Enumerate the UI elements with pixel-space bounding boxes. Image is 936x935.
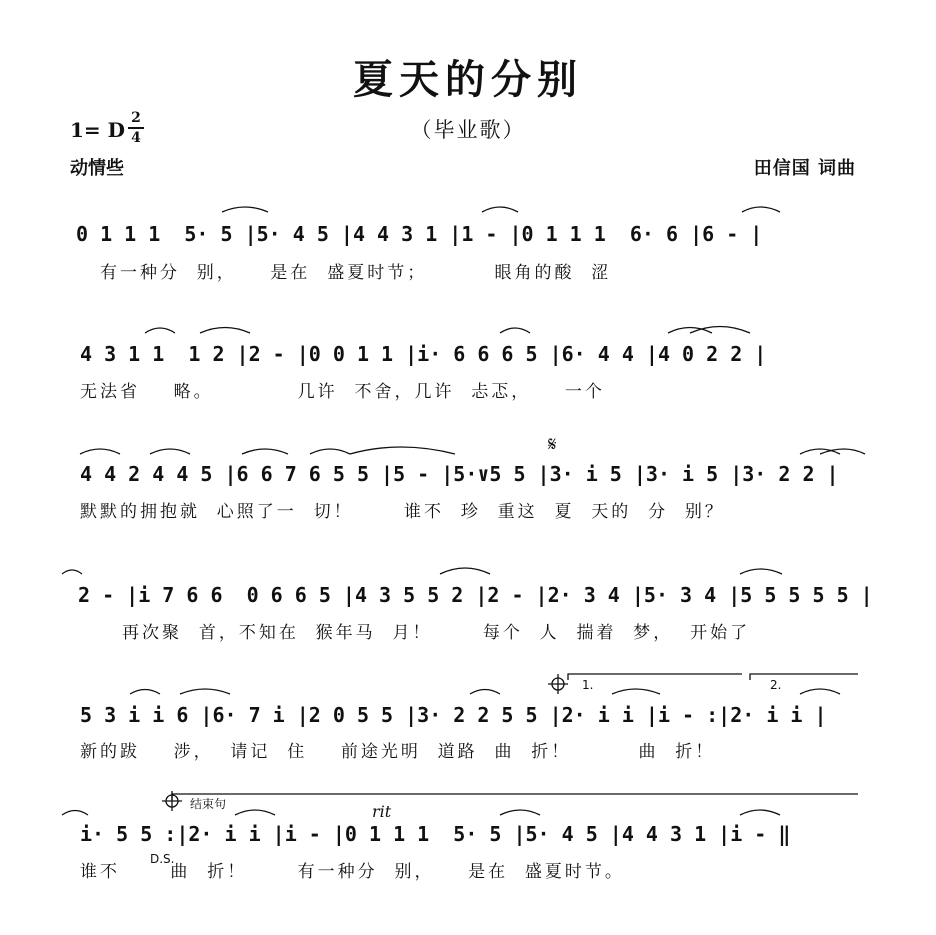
tempo-marking: 动情些 bbox=[70, 158, 124, 179]
key-signature: 1= D bbox=[70, 118, 125, 142]
dal-segno-marking: D.S. bbox=[150, 852, 175, 866]
song-subtitle: （毕业歌） bbox=[410, 118, 526, 142]
notation-line-1: 0 1 1 1 5· 5 |5· 4 5 |4 4 3 1 |1 - |0 1 1 1 6· 6 |6 - | bbox=[76, 222, 763, 246]
tie-arc bbox=[500, 810, 540, 815]
lyric-line-3: 默默的拥抱就 心照了一 切！ 谁不 珍 重这 夏 天的 分 别？ bbox=[80, 502, 725, 522]
tie-arc bbox=[145, 328, 175, 333]
lyric-line-5: 新的跋 涉， 请记 住 前途光明 道路 曲 折！ 曲 折！ bbox=[80, 742, 716, 762]
tie-arc bbox=[742, 207, 780, 212]
tie-arc bbox=[80, 449, 120, 454]
notation-line-4: 2 - |i 7 6 6 0 6 6 5 |4 3 5 5 2 |2 - |2· 3 4 |5· 3 4 |5 5 5 5 5 | bbox=[78, 583, 873, 607]
second-ending-label: 2. bbox=[770, 678, 782, 692]
notation-line-5: 5 3 i i 6 |6· 7 i |2 0 5 5 |3· 2 2 5 5 |2· i i |i - :|2· i i | bbox=[80, 703, 827, 727]
tie-arc bbox=[180, 689, 230, 694]
ritardando-marking: rit bbox=[372, 802, 392, 821]
tie-arc bbox=[242, 449, 288, 454]
coda-section-label: 结束句 bbox=[190, 797, 227, 811]
tie-arc bbox=[440, 568, 490, 574]
tie-arc bbox=[200, 328, 250, 334]
tie-arc bbox=[612, 689, 660, 694]
lyric-line-6: 谁不 曲 折！ 有一种分 别， 是在 盛夏时节。 bbox=[80, 862, 625, 882]
segno-icon: 𝄋 bbox=[548, 432, 557, 456]
time-signature-bottom: 4 bbox=[131, 130, 141, 146]
lyric-line-2: 无法省 略。 几许 不舍，几许 忐忑， 一个 bbox=[80, 382, 605, 402]
song-title: 夏天的分别 bbox=[353, 56, 583, 103]
tie-arc bbox=[500, 328, 530, 333]
tie-arc bbox=[150, 449, 190, 454]
ending-bracket-1 bbox=[568, 674, 742, 680]
notation-line-6: i· 5 5 :|2· i i |i - |0 1 1 1 5· 5 |5· 4 5 |4 4 3 1 |i - ‖ bbox=[80, 822, 791, 846]
first-ending-label: 1. bbox=[582, 678, 594, 692]
tie-arc bbox=[740, 810, 780, 815]
tie-arc bbox=[482, 207, 518, 212]
tie-arc bbox=[470, 690, 500, 695]
lyric-line-4: 再次聚 首，不知在 猴年马 月！ 每个 人 揣着 梦， 开始了 bbox=[80, 623, 751, 643]
tie-arc bbox=[740, 569, 782, 574]
tie-arc bbox=[62, 570, 82, 574]
composer-credit: 田信国 词曲 bbox=[753, 158, 856, 179]
notation-line-3: 4 4 2 4 4 5 |6 6 7 6 5 5 |5 - |5·∨5 5 |3· i 5 |3· i 5 |3· 2 2 | bbox=[80, 462, 839, 486]
time-signature-top: 2 bbox=[131, 110, 141, 126]
ending-bracket-2 bbox=[750, 674, 858, 680]
tie-arc bbox=[690, 327, 750, 334]
tie-arc bbox=[130, 690, 160, 695]
tie-arc bbox=[235, 810, 275, 815]
tie-arc bbox=[62, 811, 88, 816]
lyric-line-1: 有一种分 别， 是在 盛夏时节； 眼角的酸 涩 bbox=[100, 263, 612, 283]
tie-arc bbox=[350, 447, 455, 454]
coda-bracket bbox=[172, 794, 858, 800]
tie-arc bbox=[222, 207, 268, 212]
tie-arc bbox=[800, 689, 840, 694]
tie-arc bbox=[310, 449, 350, 454]
notation-line-2: 4 3 1 1 1 2 |2 - |0 0 1 1 |i· 6 6 6 5 |6· 4 4 |4 0 2 2 | bbox=[80, 342, 767, 366]
